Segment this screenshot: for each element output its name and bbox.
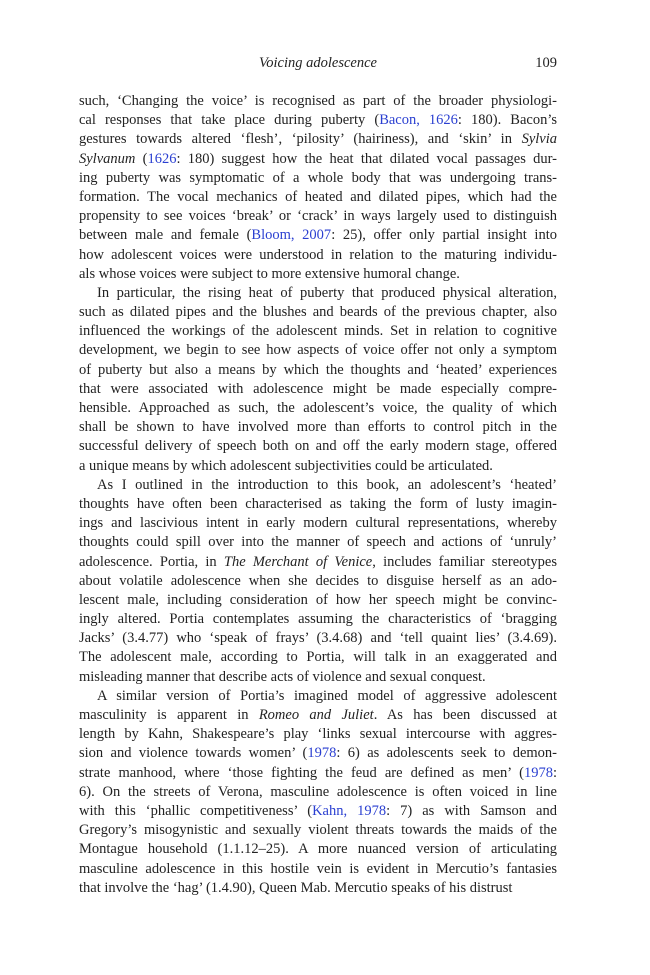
text-run: how adolescent voices were understood in relation to the maturing individu- xyxy=(79,246,557,263)
text-line xyxy=(79,840,557,859)
text-line xyxy=(79,783,557,802)
text-line xyxy=(79,744,557,763)
text-line xyxy=(79,303,557,322)
text-line xyxy=(79,437,557,456)
text-line xyxy=(79,572,557,591)
text-line xyxy=(79,476,557,495)
text-run: shall be shown to have involved more than efforts to control pitch in the xyxy=(79,419,557,436)
citation-link[interactable]: Kahn, 1978 xyxy=(312,802,387,819)
italic-title: Sylvanum xyxy=(79,150,136,167)
text-run: influenced the workings of the adolescent minds. Set in relation to cognitive xyxy=(79,323,557,340)
text-line xyxy=(79,418,557,437)
text-line xyxy=(79,495,557,514)
text-line xyxy=(79,111,557,130)
text-run: ( xyxy=(135,150,148,167)
paragraph xyxy=(79,284,557,476)
text-run: a unique means by which adolescent subjectivities could be articulated. xyxy=(79,457,493,474)
text-run: successful delivery of speech both on and off the early modern stage, offered xyxy=(79,438,557,455)
text-run: such, ‘Changing the voice’ is recognised as part of the broader physiologi- xyxy=(79,93,557,109)
text-run: The adolescent male, according to Portia, will talk in an exaggerated and xyxy=(79,649,557,666)
text-run: lescent male, including consideration of how her speech might be convinc- xyxy=(79,591,557,608)
page-number: 109 xyxy=(535,55,557,71)
citation-link[interactable]: Bacon, 1626 xyxy=(379,112,458,129)
text-line xyxy=(79,553,557,572)
text-run: with this ‘phallic competitiveness’ ( xyxy=(79,802,313,819)
text-run: thoughts have often been characterised as taking the form of lusty imagin- xyxy=(79,495,557,512)
text-run: such as dilated pipes and the blushes and beards of the previous chapter, also xyxy=(79,304,557,321)
text-line xyxy=(79,668,557,687)
text-run: masculine adolescence in this hostile vein is evident in Mercutio’s fantasies xyxy=(79,860,557,877)
citation-link[interactable]: 1978 xyxy=(307,745,337,762)
text-run: As I outlined in the introduction to this book, an adolescent’s ‘heated’ xyxy=(97,476,557,493)
text-run: : 6) as adolescents seek to demon- xyxy=(336,745,557,762)
text-run: cal responses that take place during puberty ( xyxy=(79,112,380,129)
text-line xyxy=(79,648,557,667)
text-line xyxy=(79,361,557,380)
text-line xyxy=(79,284,557,303)
text-line xyxy=(79,764,557,783)
text-run: between male and female ( xyxy=(79,227,252,244)
text-run: masculinity is apparent in xyxy=(79,707,259,723)
text-run: ingly altered. Portia contemplates assuming the characteristics of ‘bragging xyxy=(79,611,557,628)
running-head-title: Voicing adolescence xyxy=(259,55,377,71)
text-run: sion and violence towards women’ ( xyxy=(79,745,308,762)
body-text xyxy=(79,92,557,898)
citation-link[interactable]: Bloom, 2007 xyxy=(251,227,332,244)
text-line xyxy=(79,687,557,706)
text-run: development, we begin to see how aspects of voice offer not only a symptom xyxy=(79,342,557,359)
text-line xyxy=(79,610,557,629)
text-run: Montague household (1.1.12–25). A more nuanced version of articulating xyxy=(79,841,557,858)
text-run: ings and lascivious intent in early modern cultural representations, whereby xyxy=(79,515,557,532)
text-line xyxy=(79,226,557,245)
text-line xyxy=(79,341,557,360)
text-line xyxy=(79,399,557,418)
text-run: gestures towards altered ‘flesh’, ‘pilosity’ (hairiness), and ‘skin’ in xyxy=(79,131,522,148)
text-line xyxy=(79,725,557,744)
text-line xyxy=(79,591,557,610)
text-run: ing puberty was symptomatic of a whole body that was undergoing trans- xyxy=(79,169,557,186)
text-line xyxy=(79,629,557,648)
text-line xyxy=(79,380,557,399)
text-run: strate manhood, where ‘those fighting the feud are defined as men’ ( xyxy=(79,764,524,781)
text-line xyxy=(79,92,557,111)
text-line xyxy=(79,246,557,265)
text-run: of puberty but also a means by which the thoughts and ‘heated’ experiences xyxy=(79,361,557,378)
italic-title: Sylvia xyxy=(521,131,557,148)
text-run: , includes familiar stereotypes xyxy=(372,553,557,570)
citation-link[interactable]: 1978 xyxy=(523,764,553,781)
text-line xyxy=(79,322,557,341)
text-line xyxy=(79,514,557,533)
text-line xyxy=(79,169,557,188)
text-run: that were associated with adolescence might be made especially compre- xyxy=(79,380,557,397)
text-run: misleading manner that describe acts of violence and sexual conquest. xyxy=(79,668,486,685)
citation-link[interactable]: 1626 xyxy=(147,150,177,167)
paragraph xyxy=(79,92,557,284)
text-run: about volatile adolescence when she decides to disguise herself as an ado- xyxy=(79,572,557,589)
text-line xyxy=(79,706,557,725)
text-run: als whose voices were subject to more extensive humoral change. xyxy=(79,265,460,282)
text-line xyxy=(79,150,557,169)
text-line xyxy=(79,860,557,879)
text-run: Jacks’ (3.4.77) who ‘speak of frays’ (3.4.68) and ‘tell quaint lies’ (3.4.69). xyxy=(79,630,557,647)
paragraph xyxy=(79,687,557,898)
text-line xyxy=(79,457,557,476)
text-line xyxy=(79,130,557,149)
text-run: adolescence. Portia, in xyxy=(79,553,224,570)
text-run: . As has been discussed at xyxy=(373,707,557,723)
text-run: : 7) as with Samson and xyxy=(386,802,557,819)
text-run: In particular, the rising heat of puberty that produced physical alteration, xyxy=(97,284,557,301)
text-run: Gregory’s misogynistic and sexually violent threats towards the maids of the xyxy=(79,822,557,839)
text-run: : 180). Bacon’s xyxy=(457,112,557,129)
paragraph xyxy=(79,476,557,687)
italic-title: The Merchant of Venice xyxy=(223,553,373,570)
italic-title: Romeo and Juliet xyxy=(258,707,374,723)
text-run: A similar version of Portia’s imagined model of aggressive adolescent xyxy=(97,687,557,704)
text-run: formation. The vocal mechanics of heated and dilated pipes, which had the xyxy=(79,188,557,205)
text-line xyxy=(79,533,557,552)
text-run: hensible. Approached as such, the adolescent’s voice, the quality of which xyxy=(79,400,557,416)
text-run: length by Kahn, Shakespeare’s play ‘links sexual intercourse with aggres- xyxy=(79,726,557,743)
text-run: that involve the ‘hag’ (1.4.90), Queen Mab. Mercutio speaks of his distrust xyxy=(79,879,513,896)
text-run: : xyxy=(552,764,557,781)
text-line xyxy=(79,265,557,284)
text-line xyxy=(79,802,557,821)
text-run: propensity to see voices ‘break’ or ‘crack’ in ways largely used to distinguish xyxy=(79,208,557,225)
text-line xyxy=(79,207,557,226)
running-head xyxy=(79,55,557,75)
text-run: : 180) suggest how the heat that dilated vocal passages dur- xyxy=(176,150,557,167)
text-line xyxy=(79,821,557,840)
text-run: 6). On the streets of Verona, masculine adolescence is often voiced in line xyxy=(79,783,557,800)
text-line xyxy=(79,188,557,207)
text-run: : 25), offer only partial insight into xyxy=(331,227,557,244)
text-run: thoughts could spill over into the manner of speech and actions of ‘unruly’ xyxy=(79,534,557,551)
text-line xyxy=(79,879,557,898)
